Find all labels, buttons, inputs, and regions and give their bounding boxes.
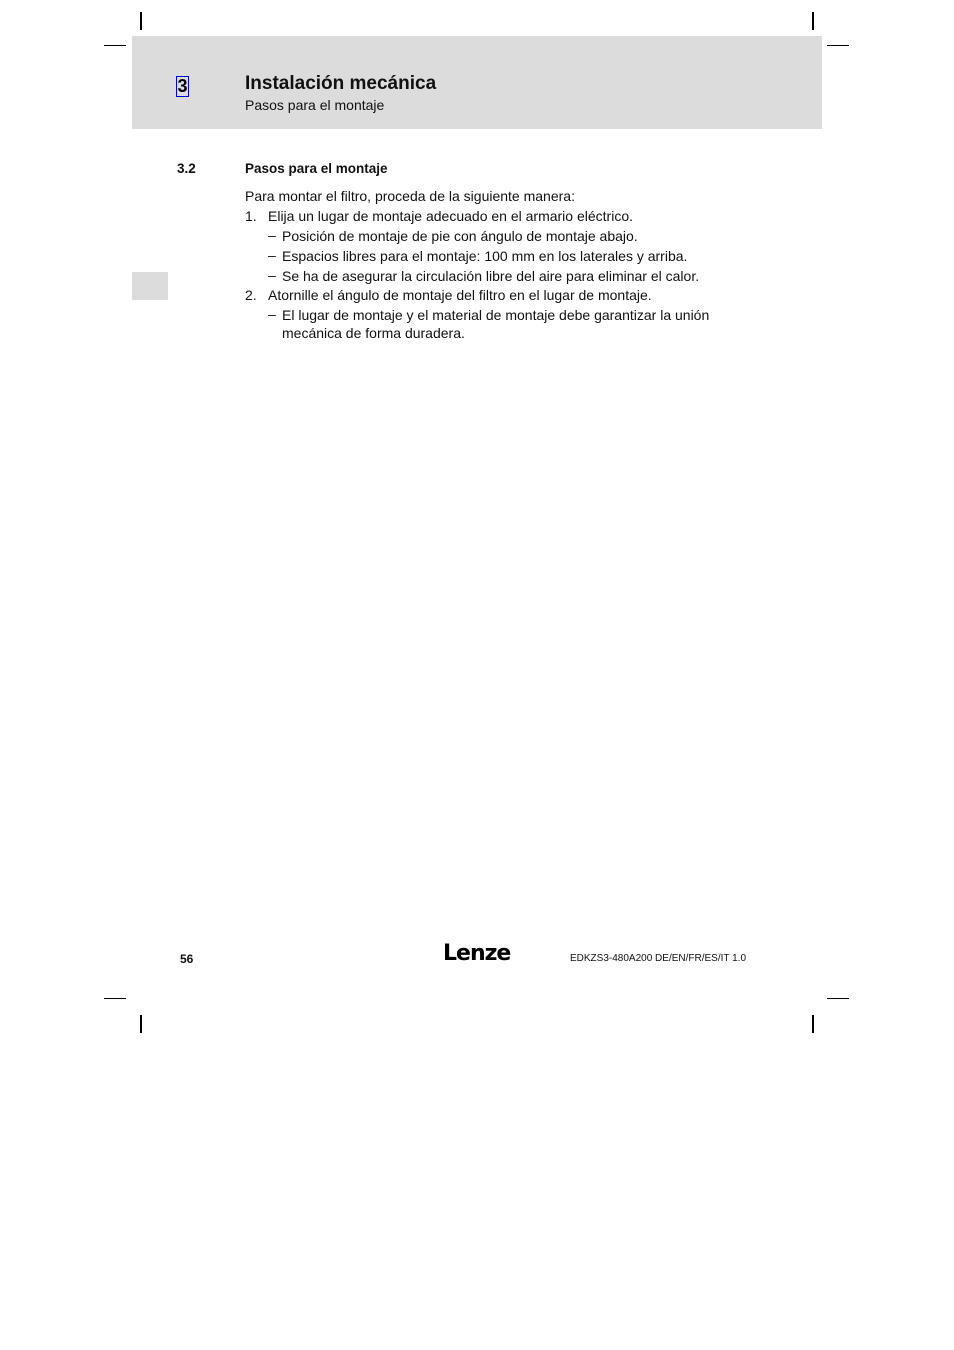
bullet-dash: – [268,306,276,322]
side-tab-marker [132,272,168,300]
section-number: 3.2 [177,161,196,176]
bullet-dash: – [268,267,276,283]
page-number: 56 [180,952,194,966]
chapter-title: Instalación mecánica [245,73,437,94]
chapter-subtitle: Pasos para el montaje [245,97,385,113]
bullet-text: Se ha de asegurar la circulación libre del aire para eliminar el calor. [282,268,700,284]
crop-mark [140,1015,142,1033]
step-number: 2. [245,287,257,303]
crop-mark [812,1015,814,1033]
lenze-logo: Lenze [443,941,511,966]
bullet-dash: – [268,247,276,263]
bullet-text: El lugar de montaje y el material de montaje debe garantizar la unión [282,307,710,323]
bullet-dash: – [268,227,276,243]
crop-mark [104,45,126,46]
crop-mark [827,45,849,46]
bullet-text-continuation: mecánica de forma duradera. [282,325,465,341]
bullet-text: Posición de montaje de pie con ángulo de montaje abajo. [282,228,638,244]
intro-text: Para montar el filtro, proceda de la siguiente manera: [245,188,575,204]
crop-mark [104,998,126,999]
step-text: Elija un lugar de montaje adecuado en el armario eléctrico. [268,208,633,224]
section-title: Pasos para el montaje [245,161,388,176]
step-text: Atornille el ángulo de montaje del filtro en el lugar de montaje. [268,287,652,303]
step-number: 1. [245,208,257,224]
crop-mark [140,12,142,30]
document-reference: EDKZS3-480A200 DE/EN/FR/ES/IT 1.0 [570,953,747,964]
header-band [132,36,822,129]
chapter-number-badge: 3 [177,76,188,96]
bullet-text: Espacios libres para el montaje: 100 mm en los laterales y arriba. [282,248,688,264]
crop-mark [812,12,814,30]
crop-mark [827,998,849,999]
